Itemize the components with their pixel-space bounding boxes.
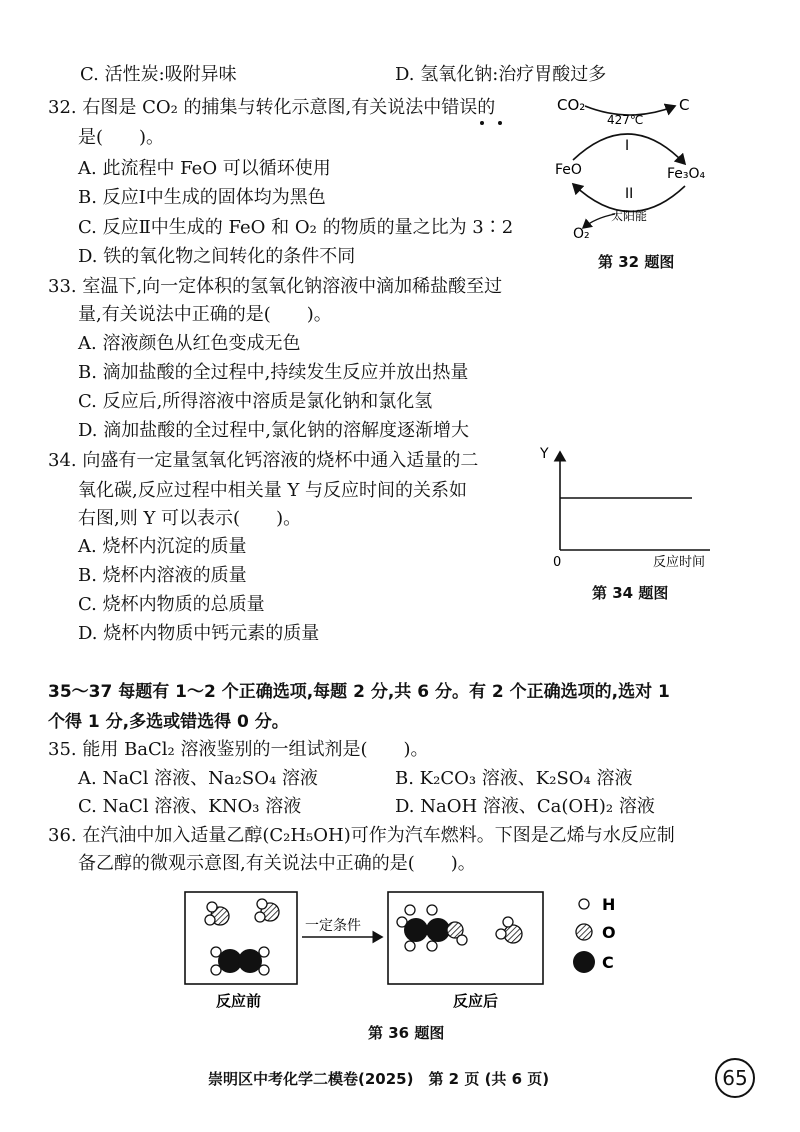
- section-instruction-line2: 个得 1 分,多选或错选得 0 分。: [48, 712, 289, 732]
- water-molecule: [205, 902, 229, 925]
- q33-option-a: A. 溶液颜色从红色变成无色: [78, 333, 301, 354]
- q34-stem-line3: 右图,则 Y 可以表示( )。: [78, 508, 302, 529]
- page-badge: 65: [715, 1058, 755, 1098]
- label-co2: CO₂: [557, 96, 586, 114]
- q31-option-d: D. 氢氧化钠:治疗胃酸过多: [395, 64, 607, 85]
- label-o2: O₂: [573, 226, 590, 242]
- q35-option-d: D. NaOH 溶液、Ca(OH)₂ 溶液: [395, 796, 655, 817]
- label-reaction-2: II: [625, 186, 634, 202]
- before-label: 反应前: [216, 992, 262, 1010]
- condition-label: 一定条件: [305, 918, 361, 934]
- ethanol-molecule: [397, 905, 467, 951]
- q34-option-a: A. 烧杯内沉淀的质量: [78, 536, 247, 557]
- label-feo: FeO: [555, 162, 582, 178]
- q33-stem-line1: 33. 室温下,向一定体积的氢氧化钠溶液中滴加稀盐酸至过: [48, 276, 503, 297]
- label-reaction-1: I: [625, 138, 630, 154]
- q34-option-c: C. 烧杯内物质的总质量: [78, 594, 265, 615]
- water-molecule: [255, 899, 279, 922]
- origin-label: 0: [553, 555, 562, 570]
- q31-option-c: C. 活性炭:吸附异味: [80, 64, 237, 85]
- q33-option-c: C. 反应后,所得溶液中溶质是氯化钠和氯化氢: [78, 391, 433, 412]
- emphasis-dots: [478, 121, 508, 125]
- q32-option-d: D. 铁的氧化物之间转化的条件不同: [78, 246, 356, 267]
- q36-micro-diagram: [170, 882, 650, 1012]
- q32-cycle-diagram: [545, 88, 725, 243]
- before-box: [185, 892, 297, 984]
- label-solar: 太阳能: [611, 209, 648, 223]
- legend-c: C: [602, 953, 614, 972]
- q35-option-b: B. K₂CO₃ 溶液、K₂SO₄ 溶液: [395, 768, 633, 789]
- x-axis-label: 反应时间: [653, 555, 706, 570]
- q32-option-c: C. 反应Ⅱ中生成的 FeO 和 O₂ 的物质的量之比为 3∶2: [78, 217, 514, 238]
- q35-option-a: A. NaCl 溶液、Na₂SO₄ 溶液: [78, 768, 318, 789]
- legend-o: O: [602, 923, 616, 942]
- ethylene-molecule: [211, 947, 269, 975]
- page-footer: 崇明区中考化学二模卷(2025) 第 2 页 (共 6 页): [208, 1070, 550, 1088]
- q36-stem-line2: 备乙醇的微观示意图,有关说法中正确的是( )。: [78, 853, 476, 874]
- q32-stem-line1: 32. 右图是 CO₂ 的捕集与转化示意图,有关说法中错误的: [48, 97, 496, 118]
- q34-option-b: B. 烧杯内溶液的质量: [78, 565, 247, 586]
- q32-option-b: B. 反应Ⅰ中生成的固体均为黑色: [78, 187, 326, 208]
- label-fe3o4: Fe₃O₄: [667, 166, 706, 182]
- q36-figure-caption: 第 36 题图: [368, 1024, 445, 1042]
- q34-stem-line1: 34. 向盛有一定量氢氧化钙溶液的烧杯中通入适量的二: [48, 450, 479, 471]
- q36-stem-line1: 36. 在汽油中加入适量乙醇(C₂H₅OH)可作为汽车燃料。下图是乙烯与水反应制: [48, 825, 675, 846]
- q34-stem-line2: 氧化碳,反应过程中相关量 Y 与反应时间的关系如: [78, 480, 468, 501]
- q33-stem-line2: 量,有关说法中正确的是( )。: [78, 304, 332, 325]
- label-temperature: 427℃: [607, 113, 644, 127]
- section-instruction-line1: 35～37 每题有 1～2 个正确选项,每题 2 分,共 6 分。有 2 个正确选项的,选对 1: [48, 682, 670, 702]
- q32-option-a: A. 此流程中 FeO 可以循环使用: [78, 158, 331, 179]
- water-molecule: [496, 917, 522, 943]
- q33-option-b: B. 滴加盐酸的全过程中,持续发生反应并放出热量: [78, 362, 469, 383]
- legend: [573, 895, 616, 973]
- q33-option-d: D. 滴加盐酸的全过程中,氯化钠的溶解度逐渐增大: [78, 420, 469, 441]
- q34-graph: [535, 440, 725, 580]
- q34-option-d: D. 烧杯内物质中钙元素的质量: [78, 623, 320, 644]
- legend-h: H: [602, 895, 616, 914]
- after-label: 反应后: [453, 992, 499, 1010]
- y-axis-label: Y: [540, 446, 549, 462]
- q32-figure-caption: 第 32 题图: [598, 253, 675, 271]
- q35-stem: 35. 能用 BaCl₂ 溶液鉴别的一组试剂是( )。: [48, 739, 429, 760]
- q35-option-c: C. NaCl 溶液、KNO₃ 溶液: [78, 796, 302, 817]
- label-c: C: [679, 96, 690, 114]
- q32-stem-line2: 是( )。: [78, 127, 165, 148]
- q34-figure-caption: 第 34 题图: [592, 584, 669, 602]
